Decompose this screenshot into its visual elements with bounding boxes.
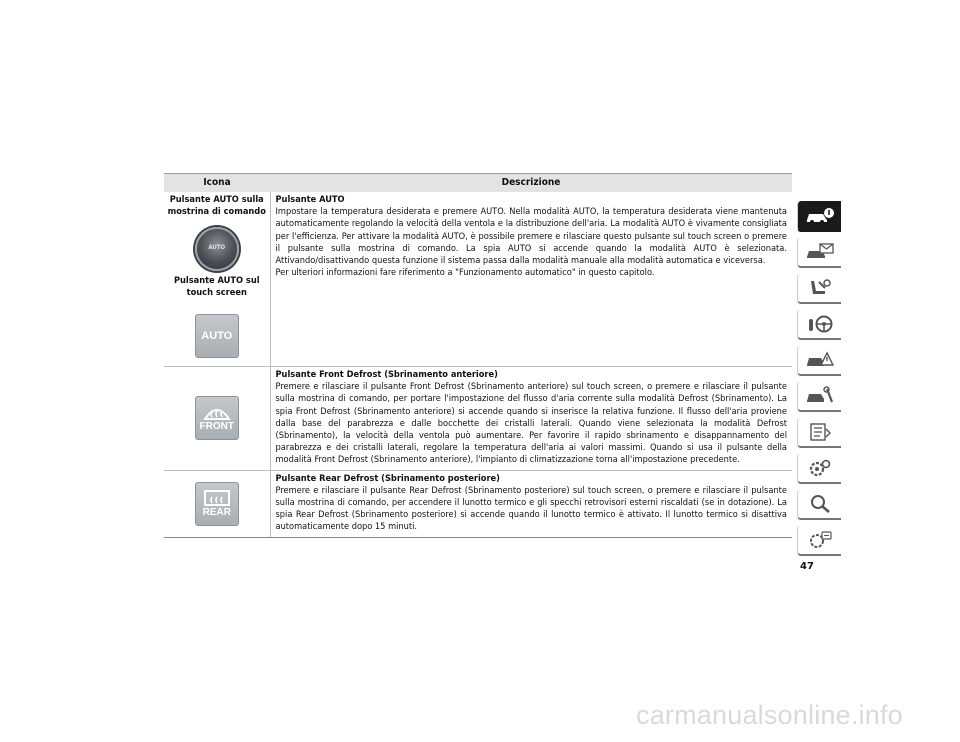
desc-cell-auto: [270, 192, 792, 367]
car-wrench-icon: [805, 386, 835, 406]
auto-button-icon: [195, 314, 239, 358]
desc-cell-rear: [270, 470, 792, 537]
header-description: Descrizione: [270, 174, 792, 193]
language-gear-icon: [805, 530, 835, 550]
footer-watermark: carmanualsonline.info: [636, 700, 903, 730]
steering-wheel-icon: [805, 314, 835, 334]
icon-cell-front: [164, 367, 270, 471]
front-text: Premere e rilasciare il pulsante Front Defrost (Sbrinamento anteriore) sul touch screen, o premere e rilasciare il pulsante sulla mostrina di comando, per portare l'impostazione del flusso d'aria corrente sulla modalità Defrost (Sbrinamento). La spia Front Defrost (Sbrinamento anteriore) si accende quando si inserisce la relativa funzione. Il flusso dell'aria proviene dalla base del parabrezza e dalle bocchette dei cristalli laterali. Quando viene selezionata la modalità Defrost (Sbrinamento), la velocità della ventola può aumentare. Per favorire il rapido sbrinamento e disappannamento del parabrezza e dei cristalli laterali, regolare la temperatura dell'aria ai valori massimi. Quando si usa il pulsante della modalità Front Defrost (Sbrinamento anteriore), l'impianto di climatizzazione torna all'impostazione precedente.: [275, 381, 787, 466]
auto-bezel-label: Pulsante AUTO sulla mostrina di comando: [167, 194, 266, 217]
header-icon: Icona: [164, 174, 270, 193]
tab-car-warning[interactable]: [797, 345, 841, 376]
front-defrost-button-icon: [195, 396, 239, 440]
tab-car-seat[interactable]: [797, 273, 841, 304]
table-row: [164, 470, 792, 537]
table-header-row: [164, 174, 792, 193]
magnifier-icon: [805, 494, 835, 514]
table-row: [164, 367, 792, 471]
tab-car-info[interactable]: [797, 201, 841, 232]
tab-steering-wheel[interactable]: [797, 309, 841, 340]
rear-button-text: REAR: [202, 506, 231, 518]
rear-title: Pulsante Rear Defrost (Sbrinamento posteriore): [275, 472, 500, 484]
auto-knob-icon: [195, 227, 239, 271]
rear-text: Premere e rilasciare il pulsante Rear Defrost (Sbrinamento posteriore) sul touch screen, o premere e rilasciare il pulsante sulla mostrina di comando, per accendere il lunotto termico e gli specchi retrovisori esterni riscaldati (se in dotazione). La spia Rear Defrost (Sbrinamento posteriore) si accende quando il lunotto termico è attivato. Il lunotto termico si disattiva automaticamente dopo 15 minuti.: [275, 484, 787, 533]
car-warning-icon: [805, 350, 835, 370]
chapter-tabs: [797, 201, 843, 561]
rear-defrost-icon: [203, 489, 231, 507]
auto-text: Impostare la temperatura desiderata e premere AUTO. Nella modalità AUTO, la temperatura desiderata viene mantenuta automaticamente regolando la velocità della ventola e la distribuzione dell'aria. La modalità AUTO è vivamente consigliata per l'efficienza. Per attivare la modalità AUTO, è possibile premere e rilasciare questo pulsante sul touch screen o premere il pulsante sulla mostrina di comando. La spia AUTO si accende quando la modalità AUTO è selezionata. Attivando/disattivando questa funzione il sistema passa dalla modalità manuale alla modalità automatica e viceversa.: [275, 206, 787, 267]
front-title: Pulsante Front Defrost (Sbrinamento anteriore): [275, 369, 498, 380]
gears-icon: [805, 458, 835, 478]
tab-search[interactable]: [797, 489, 841, 520]
tab-gears[interactable]: [797, 453, 841, 484]
auto-button-text: AUTO: [201, 329, 233, 342]
tab-car-wrench[interactable]: [797, 381, 841, 412]
tab-language[interactable]: [797, 525, 841, 556]
document-list-icon: [805, 422, 835, 442]
car-mail-icon: [805, 242, 835, 262]
car-seat-icon: [805, 278, 835, 298]
front-defrost-icon: [203, 403, 231, 421]
knob-text: AUTO: [208, 244, 226, 251]
auto-title: Pulsante AUTO: [275, 194, 345, 205]
controls-table: [164, 173, 792, 538]
desc-cell-front: [270, 367, 792, 471]
icon-cell-auto: [164, 192, 270, 367]
car-info-icon: [805, 207, 835, 225]
front-button-text: FRONT: [199, 421, 234, 433]
page-number: 47: [800, 561, 814, 572]
auto-text-2: Per ulteriori informazioni fare riferimento a "Funzionamento automatico" in questo capitolo.: [275, 267, 655, 279]
table-row: [164, 192, 792, 367]
rear-defrost-button-icon: [195, 482, 239, 526]
icon-cell-rear: [164, 470, 270, 537]
tab-car-mail[interactable]: [797, 237, 841, 268]
auto-touchscreen-label: Pulsante AUTO sul touch screen: [173, 275, 260, 298]
tab-document-list[interactable]: [797, 417, 841, 448]
